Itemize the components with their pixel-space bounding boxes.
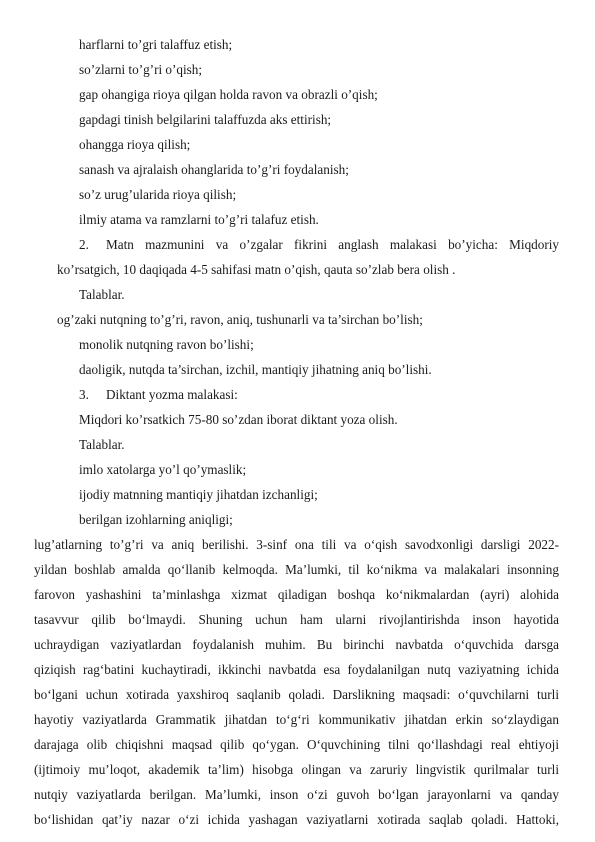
requirement-line: gap ohangiga rioya qilgan holda ravon va obrazli o’qish;: [79, 87, 378, 102]
requirement-line: monolik nutqning ravon bo’lishi;: [79, 337, 254, 352]
list-item-text: ko’rsatgich, 10 daqiqada 4-5 sahifasi matn o’qish, qauta so’zlab bera olish .: [57, 262, 456, 277]
requirement-line: imlo xatolarga yo’l qo’ymaslik;: [79, 462, 247, 477]
requirement-line: so’z urug’ularida rioya qilish;: [79, 187, 237, 202]
requirement-line: berilgan izohlarning aniqligi;: [79, 512, 233, 527]
paragraph-line: (ijtimoiy mu’loqot, akademik ta’lim) hisobga olingan va zaruriy lingvistik qurilmalar turli: [34, 762, 559, 777]
paragraph-line: farovon yashashini ta’minlashga xizmat qiladigan boshqa ko‘nikmalardan (ayri) alohida: [34, 587, 559, 602]
paragraph-line: darajaga olib chiqishni maqsad qilib qo‘ygan. O‘quvchining tilni qo‘llashdagi real ehtiyoji: [34, 737, 559, 752]
requirement-line: Miqdori ko’rsatkich 75-80 so’zdan iborat diktant yoza olish.: [79, 412, 398, 427]
paragraph-line: hayotiy vaziyatlarda Grammatik jihatdan to‘g‘ri kommunikativ jihatdan erkin so‘zlaydigan: [34, 712, 559, 727]
paragraph-line: qiziqish rag‘batini kuchaytiradi, ikkinchi navbatda esa foydalanilgan nutq vaziyatning ichida: [34, 662, 559, 677]
requirement-line: gapdagi tinish belgilarini talaffuzda aks ettirish;: [79, 112, 332, 127]
list-item-text: Matn mazmunini va o’zgalar fikrini anglash malakasi bo’yicha: Miqdoriy: [106, 237, 559, 252]
requirement-line: ijodiy matnning mantiqiy jihatdan izchanligi;: [79, 487, 318, 502]
requirement-line: og’zaki nutqning to’g’ri, ravon, aniq, tushunarli va ta’sirchan bo’lish;: [57, 312, 423, 327]
requirement-line: so’zlarni to’g’ri o’qish;: [79, 62, 203, 77]
paragraph-line: nutqiy vaziyatlarda berilgan. Ma’lumki, inson o‘zi guvoh bo‘lgan jarayonlarni va qanday: [34, 787, 559, 802]
list-number: 2.: [79, 237, 89, 252]
paragraph-line: yildan boshlab amalda qo‘llanib kelmoqda. Ma’lumki, til ko‘nikma va malakalari insonning: [34, 562, 559, 577]
paragraph-line: uchraydigan vaziyatlardan foydalanish muhim. Bu birinchi navbatda o‘quvchida darsga: [34, 637, 559, 652]
requirement-line: ohangga rioya qilish;: [79, 137, 191, 152]
requirement-line: harflarni to’gri talaffuz etish;: [79, 37, 233, 52]
paragraph-line: bo‘lishidan qat’iy nazar o‘zi ichida yashagan vaziyatlarni xotirada saqlab qoladi. Hattoki,: [34, 812, 559, 827]
paragraph-line: bo‘lgani uchun xotirada yaxshiroq saqlanib qoladi. Darslikning maqsadi: o‘quvchilarni turli: [34, 687, 559, 702]
list-item-text: Diktant yozma malakasi:: [106, 387, 238, 402]
requirement-line: sanash va ajralaish ohanglarida to’g’ri foydalanish;: [79, 162, 349, 177]
list-number: 3.: [79, 387, 89, 402]
requirement-line: daoligik, nutqda ta’sirchan, izchil, mantiqiy jihatning aniq bo’lishi.: [79, 362, 432, 377]
section-heading: Talablar.: [79, 437, 125, 452]
paragraph-line: lug’atlarning to’g’ri va aniq berilishi. 3-sinf ona tili va o‘qish savodxonligi darsligi 2022-: [34, 537, 559, 552]
requirement-line: ilmiy atama va ramzlarni to’g’ri talafuz etish.: [79, 212, 319, 227]
paragraph-line: tasavvur qilib bo‘lmaydi. Shuning uchun ham ularni rivojlantirishda inson hayotida: [34, 612, 559, 627]
section-heading: Talablar.: [79, 287, 125, 302]
